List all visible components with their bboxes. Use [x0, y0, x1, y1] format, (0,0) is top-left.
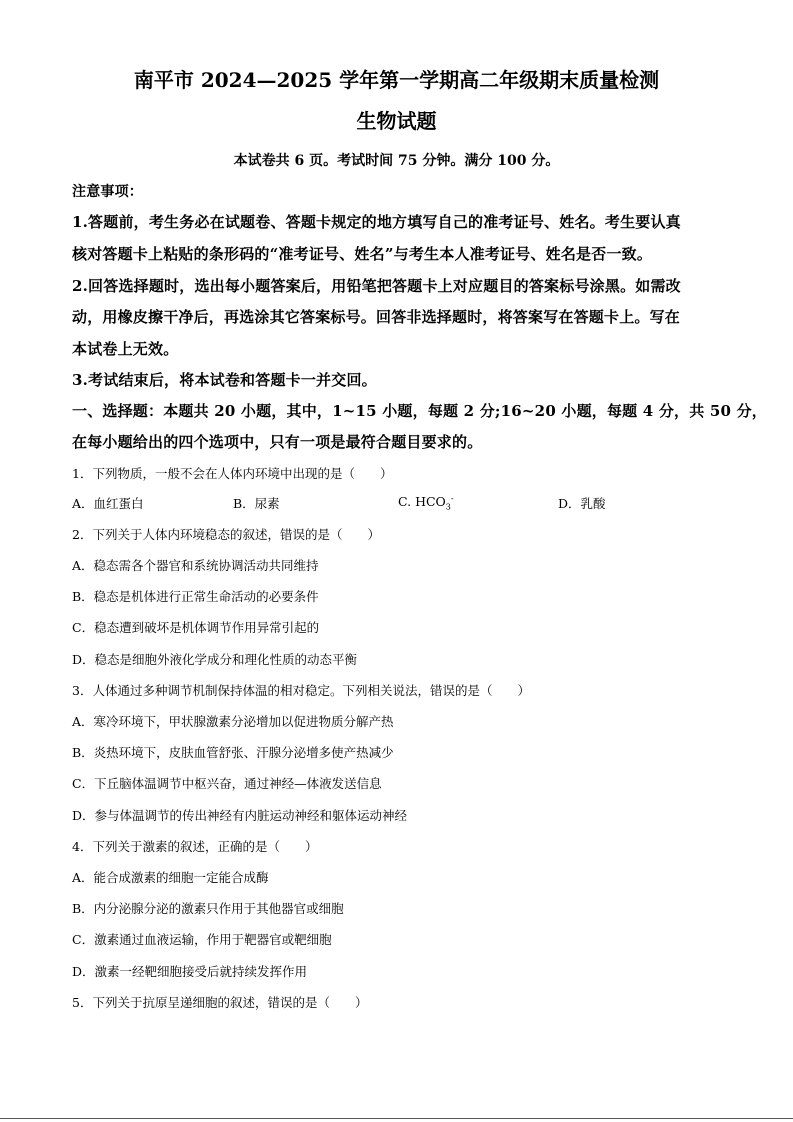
notes-line: 1.答题前，考生务必在试题卷、答题卡规定的地方填写自己的准考证号、姓名。考生要认真 [72, 213, 681, 231]
subject-title: 生物试题 [356, 109, 437, 133]
option-b: B．内分泌腺分泌的激素只作用于其他器官或细胞 [72, 901, 344, 916]
option-a: A．稳态需各个器官和系统协调活动共同维持 [72, 558, 319, 573]
section-instruction: 在每小题给出的四个选项中，只有一项是最符合题目要求的。 [72, 433, 483, 451]
option-b: B．尿素 [233, 496, 280, 511]
option-c: C．稳态遭到破坏是机体调节作用异常引起的 [72, 620, 320, 635]
option-b: B．稳态是机体进行正常生命活动的必要条件 [72, 589, 319, 604]
question-stem: 2．下列关于人体内环境稳态的叙述，错误的是（ ） [72, 527, 380, 542]
option-d: D．参与体温调节的传出神经有内脏运动神经和躯体运动神经 [72, 808, 408, 823]
exam-info: 本试卷共 6 页。考试时间 75 分钟。满分 100 分。 [233, 153, 560, 169]
option-a: A．寒冷环境下，甲状腺激素分泌增加以促进物质分解产热 [72, 714, 394, 729]
notes-line: 3.考试结束后，将本试卷和答题卡一并交回。 [72, 371, 377, 389]
question-stem: 5．下列关于抗原呈递细胞的叙述，错误的是（ ） [72, 995, 368, 1010]
option-a: A．血红蛋白 [72, 496, 144, 511]
question-stem: 3．人体通过多种调节机制保持体温的相对稳定。下列相关说法，错误的是（ ） [72, 683, 530, 698]
page-bottom-divider [0, 1118, 793, 1119]
option-c: C．激素通过血液运输，作用于靶器官或靶细胞 [72, 932, 332, 947]
notes-line: 动，用橡皮擦干净后，再选涂其它答案标号。回答非选择题时，将答案写在答题卡上。写在 [72, 308, 681, 326]
option-b: B．炎热环境下，皮肤血管舒张、汗腺分泌增多使产热减少 [72, 745, 394, 760]
notes-line: 本试卷上无效。 [72, 340, 179, 358]
option-c: C. $HCO_3^-$ [398, 494, 454, 512]
notes-line: 核对答题卡上粘贴的条形码的“准考证号、姓名”与考生本人准考证号、姓名是否一致。 [72, 245, 653, 263]
question-stem: 1．下列物质，一般不会在人体内环境中出现的是（ ） [72, 466, 393, 481]
option-d: D．稳态是细胞外液化学成分和理化性质的动态平衡 [72, 652, 358, 667]
section-heading: 一、选择题：本题共 20 小题，其中，1~15 小题，每题 2 分;16~20 小题，每题 4 分，共 50 分， [72, 402, 767, 420]
question-stem: 4．下列关于激素的叙述，正确的是（ ） [72, 839, 318, 854]
notes-line: 2.回答选择题时，选出每小题答案后，用铅笔把答题卡上对应题目的答案标号涂黑。如需改 [72, 277, 681, 295]
exam-title: 南平市 2024—2025 学年第一学期高二年级期末质量检测 [133, 68, 660, 92]
option-d: D．乳酸 [558, 496, 606, 511]
notes-heading: 注意事项： [72, 184, 143, 200]
option-a: A．能合成激素的细胞一定能合成酶 [72, 870, 269, 885]
option-c: C．下丘脑体温调节中枢兴奋，通过神经—体液发送信息 [72, 776, 382, 791]
option-d: D．激素一经靶细胞接受后就持续发挥作用 [72, 964, 308, 979]
